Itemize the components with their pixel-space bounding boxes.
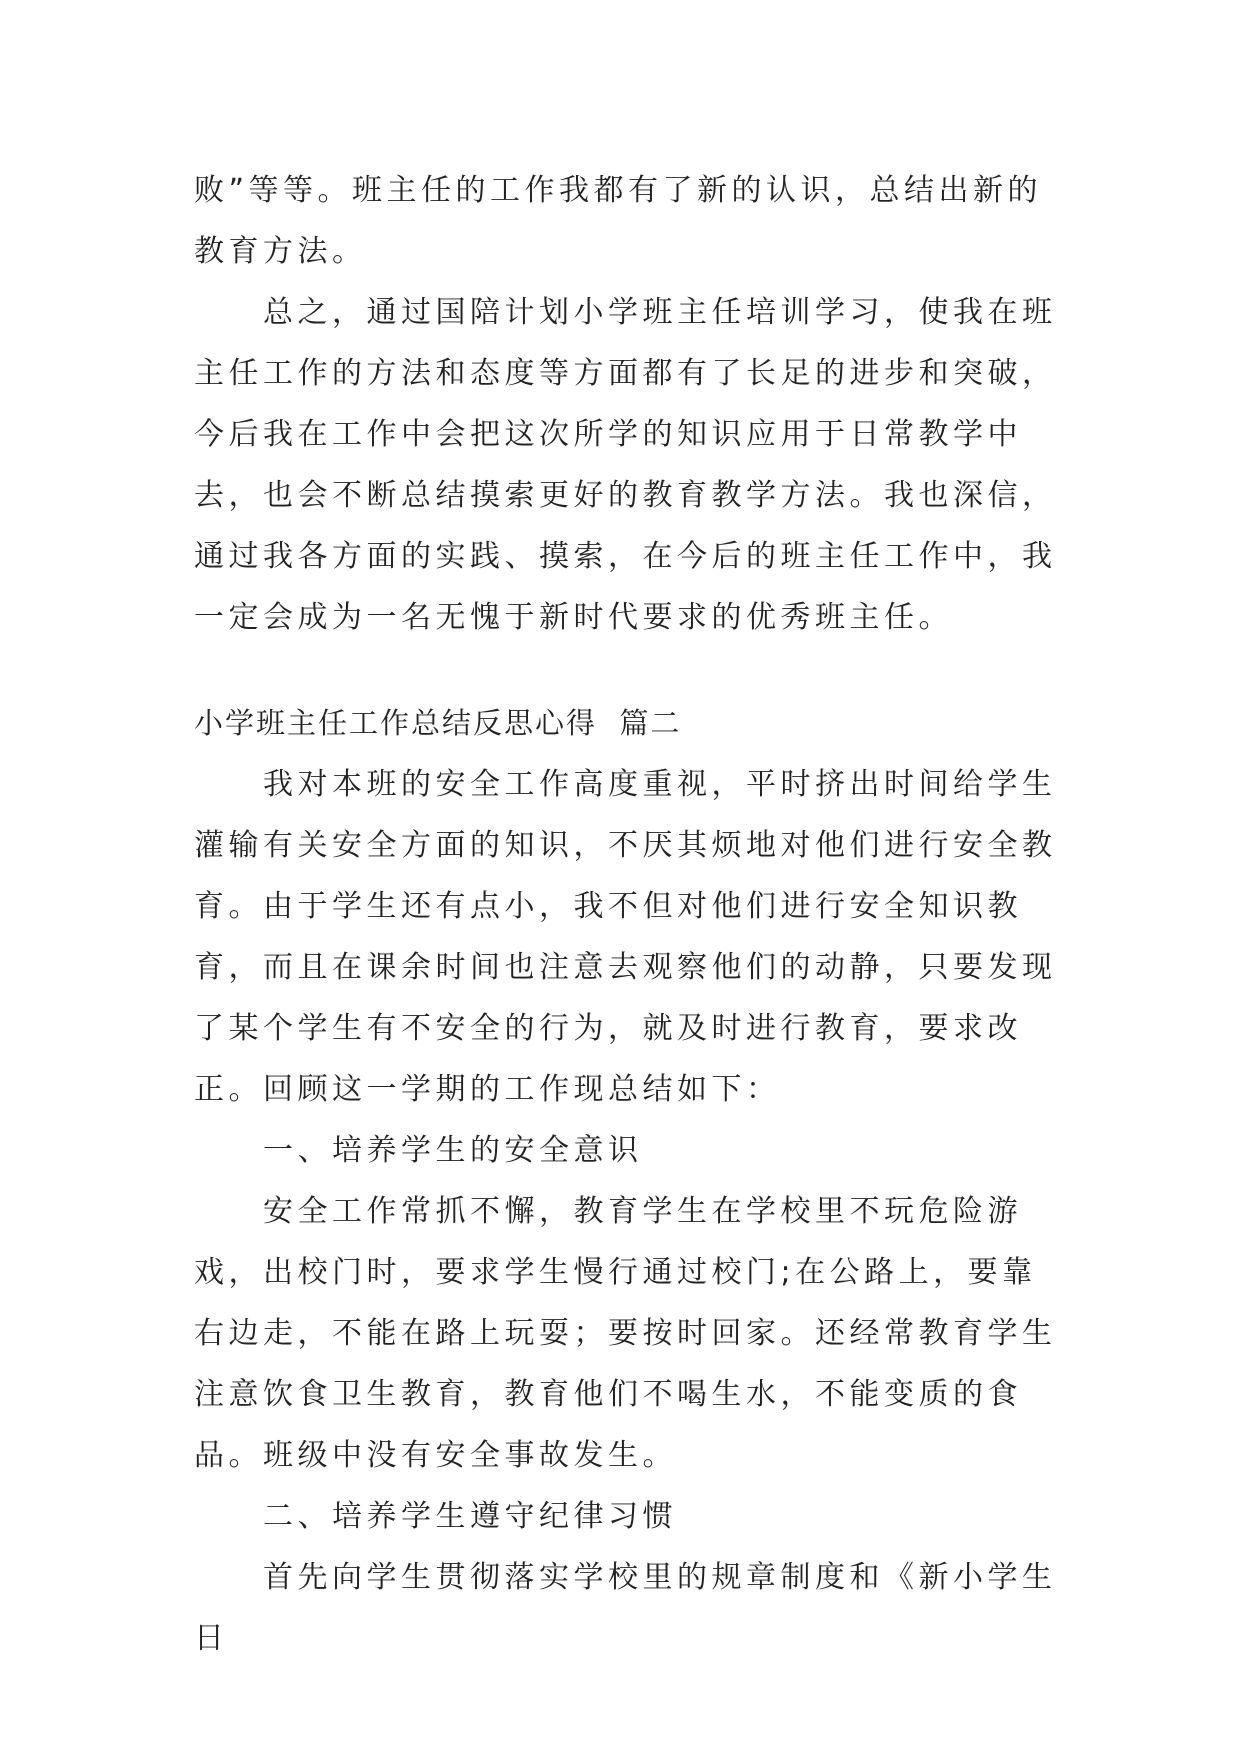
document-body [194,160,1064,1669]
paragraph-continued: 败”等等。班主任的工作我都有了新的认识，总结出新的教育方法。 [194,173,1043,269]
subheading-safety-awareness: 一、培养学生的安全意识 [263,1133,643,1168]
paragraph-discipline: 首先向学生贯彻落实学校里的规章制度和《新小学生日 [194,1560,1057,1656]
paragraph-safety: 安全工作常抓不懈，教育学生在学校里不玩危险游戏，出校门时，要求学生慢行通过校门;在公路上，要靠右边走，不能在路上玩耍；要按时回家。还经常教育学生注意饮食卫生教育，教育他们不喝生水，不能变质的食品。班级中没有安全事故发生。 [194,1194,1057,1473]
paragraph-intro: 我对本班的安全工作高度重视，平时挤出时间给学生灌输有关安全方面的知识，不厌其烦地对他们进行安全教育。由于学生还有点小，我不但对他们进行安全知识教育，而且在课余时间也注意去观察他们的动静，只要发现了某个学生有不安全的行为，就及时进行教育，要求改正。回顾这一学期的工作现总结如下： [194,767,1057,1107]
section-heading: 小学班主任工作总结反思心得 篇二 [194,706,682,740]
subheading-discipline: 二、培养学生遵守纪律习惯 [263,1499,677,1534]
paragraph-summary: 总之，通过国陪计划小学班主任培训学习，使我在班主任工作的方法和态度等方面都有了长足的进步和突破，今后我在工作中会把这次所学的知识应用于日常教学中去，也会不断总结摸索更好的教育教学方法。我也深信，通过我各方面的实践、摸索，在今后的班主任工作中，我一定会成为一名无愧于新时代要求的优秀班主任。 [194,295,1057,635]
